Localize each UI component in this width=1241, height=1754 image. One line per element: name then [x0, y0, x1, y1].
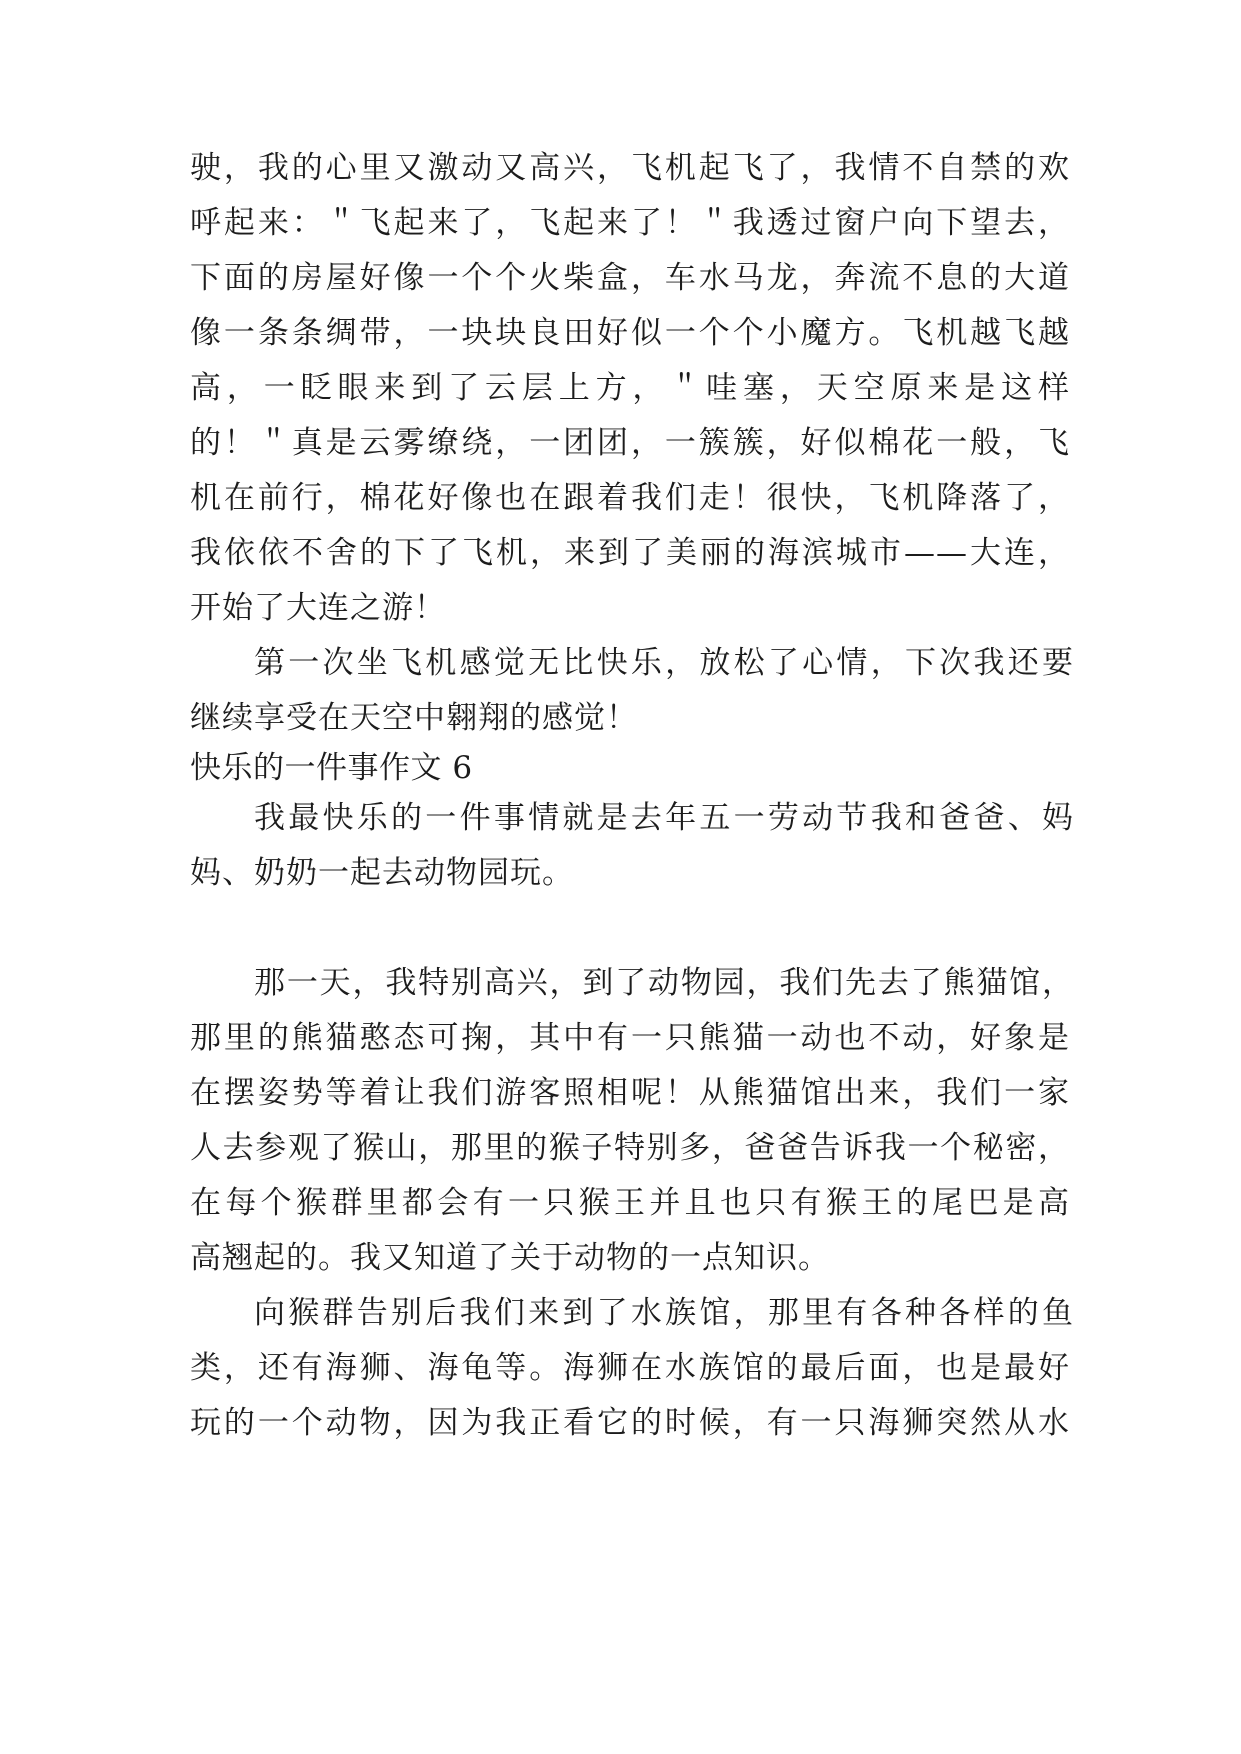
text-line: 在每个猴群里都会有一只猴王并且也只有猴王的尾巴是高 — [190, 1185, 1070, 1221]
text-line: 玩的一个动物，因为我正看它的时候，有一只海狮突然从水 — [190, 1405, 1070, 1441]
paragraph-first-line: 第一次坐飞机感觉无比快乐，放松了心情，下次我还要 — [254, 645, 1074, 681]
text-line: 高翘起的。我又知道了关于动物的一点知识。 — [190, 1240, 830, 1276]
text-line: 那里的熊猫憨态可掬，其中有一只熊猫一动也不动，好象是 — [190, 1020, 1070, 1056]
text-line: 在摆姿势等着让我们游客照相呢！从熊猫馆出来，我们一家 — [190, 1075, 1070, 1111]
paragraph-first-line: 我最快乐的一件事情就是去年五一劳动节我和爸爸、妈 — [254, 800, 1074, 836]
text-line: 呼起来：＂飞起来了，飞起来了！＂我透过窗户向下望去， — [190, 205, 1070, 241]
text-line: 像一条条绸带，一块块良田好似一个个小魔方。飞机越飞越 — [190, 315, 1070, 351]
paragraph-first-line: 那一天，我特别高兴，到了动物园，我们先去了熊猫馆， — [254, 965, 1074, 1001]
text-line: 人去参观了猴山，那里的猴子特别多，爸爸告诉我一个秘密， — [190, 1130, 1070, 1166]
text-line: 高，一眨眼来到了云层上方，＂哇塞，天空原来是这样 — [190, 370, 1070, 406]
text-line: 机在前行，棉花好像也在跟着我们走！很快，飞机降落了， — [190, 480, 1070, 516]
text-line: 下面的房屋好像一个个火柴盒，车水马龙，奔流不息的大道 — [190, 260, 1070, 296]
text-line: 开始了大连之游！ — [190, 590, 446, 626]
text-line: 的！＂真是云雾缭绕，一团团，一簇簇，好似棉花一般，飞 — [190, 425, 1070, 461]
paragraph-first-line: 向猴群告别后我们来到了水族馆，那里有各种各样的鱼 — [254, 1295, 1074, 1331]
text-line: 驶，我的心里又激动又高兴，飞机起飞了，我情不自禁的欢 — [190, 150, 1070, 186]
text-line: 妈、奶奶一起去动物园玩。 — [190, 855, 574, 891]
section-heading: 快乐的一件事作文 6 — [190, 750, 473, 786]
text-line: 类，还有海狮、海龟等。海狮在水族馆的最后面，也是最好 — [190, 1350, 1070, 1386]
text-line: 继续享受在天空中翱翔的感觉！ — [190, 700, 638, 736]
text-line: 我依依不舍的下了飞机，来到了美丽的海滨城市——大连， — [190, 535, 1070, 571]
